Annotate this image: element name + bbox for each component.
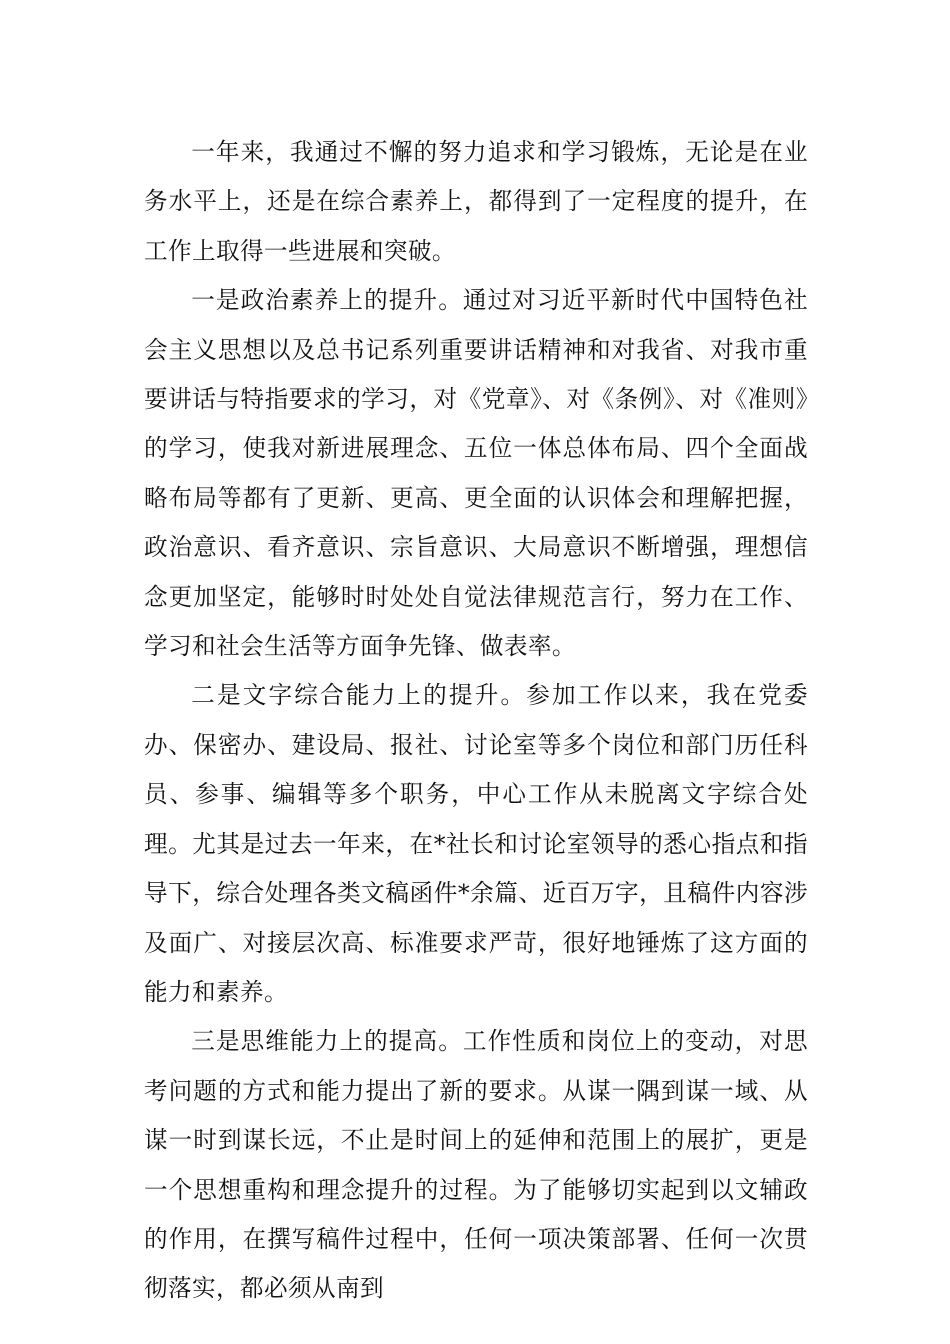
paragraph-political-literacy: 一是政治素养上的提升。通过对习近平新时代中国特色社会主义思想以及总书记系列重要讲话精神和对我省、对我市重要讲话与特指要求的学习，对《党章》、对《条例》、对《准则》的学习，使我对新进展理念、五位一体总体布局、四个全面战略布局等都有了更新、更高、更全面的认识体会和理解把握，政治意识、看齐意识、宗旨意识、大局意识不断增强，理想信念更加坚定，能够时时处处自觉法律规范言行，努力在工作、学习和社会生活等方面争先锋、做表率。	[144, 286, 808, 661]
paragraph-intro: 一年来，我通过不懈的努力追求和学习锻炼，无论是在业务水平上，还是在综合素养上，都得到了一定程度的提升，在工作上取得一些进展和突破。	[144, 138, 808, 265]
paragraph-writing-ability: 二是文字综合能力上的提升。参加工作以来，我在党委办、保密办、建设局、报社、讨论室等多个岗位和部门历任科员、参事、编辑等多个职务，中心工作从未脱离文字综合处理。尤其是过去一年来，在*社长和讨论室领导的悉心指点和指导下，综合处理各类文稿函件*余篇、近百万字，且稿件内容涉及面广、对接层次高、标准要求严苛，很好地锤炼了这方面的能力和素养。	[144, 681, 808, 1006]
paragraph-thinking-ability: 三是思维能力上的提高。工作性质和岗位上的变动，对思考问题的方式和能力提出了新的要求。从谋一隅到谋一域、从谋一时到谋长远，不止是时间上的延伸和范围上的展扩，更是一个思想重构和理念提升的过程。为了能够切实起到以文辅政的作用，在撰写稿件过程中，任何一项决策部署、任何一次贯彻落实，都必须从南到	[144, 1027, 808, 1303]
document-body	[144, 128, 808, 1314]
